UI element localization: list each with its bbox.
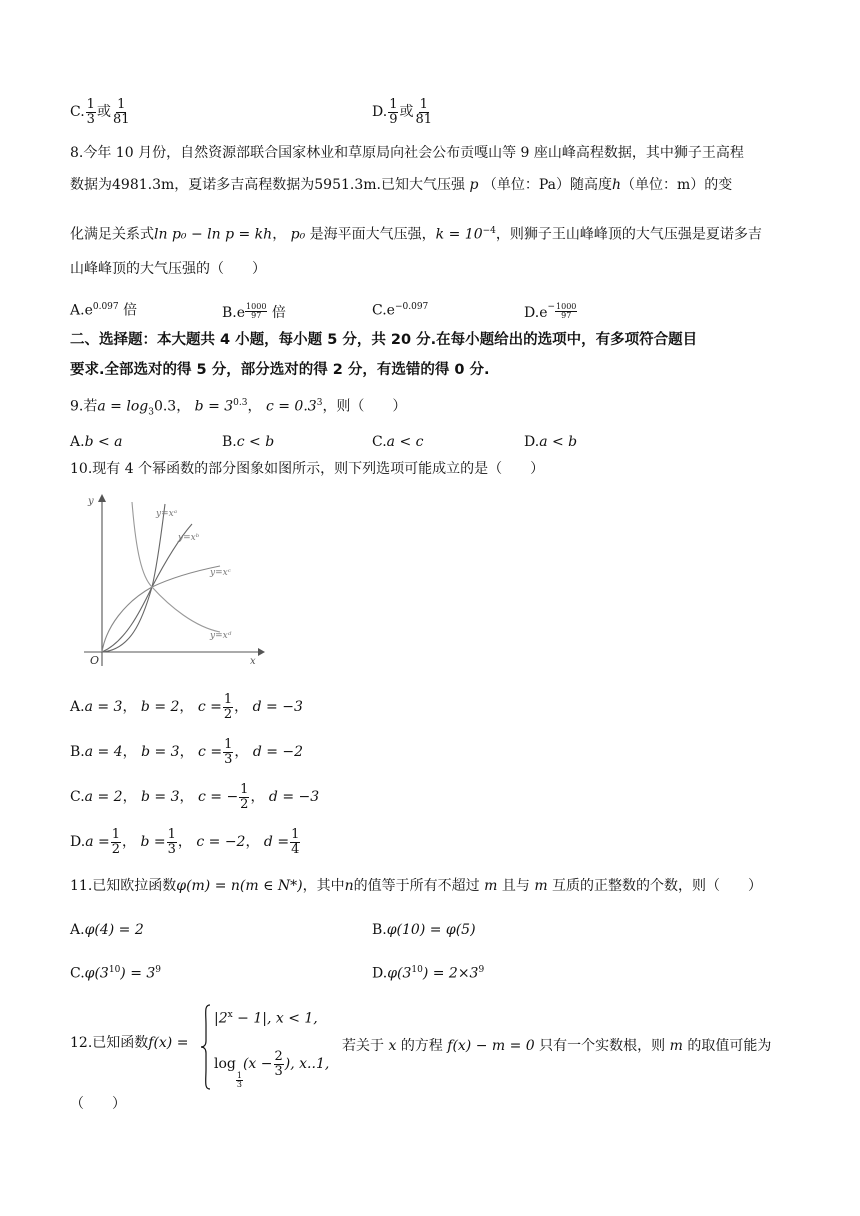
q9-stem: 9.若$a = \log_30.3$， $b = 3^{0.3}$， $c = 0.3^3$，则（ ） [70, 398, 407, 418]
label-curve-c: y=xᶜ [210, 568, 231, 578]
q12-piecewise-brace [200, 1003, 212, 1091]
x-axis-arrow [258, 648, 265, 656]
q8-option-c: $C.e^{-0.097}$ [372, 302, 429, 319]
q10-option-a: A.a = 3， b = 2， c = $\frac{1}{2}$ ， d = −3 [70, 692, 303, 722]
q9-option-a: A.b < a [70, 434, 123, 450]
x-axis-label: x [250, 656, 256, 667]
q8-option-b: B.e $\frac{1000}{97}$ 倍 [222, 302, 286, 321]
q8-stem-line2: 数据为4981.3m，夏诺多吉高程数据为5951.3m.已知大气压强 p （单位：Pa）随高度h（单位：m）的变 [70, 177, 733, 193]
q7-option-d: D. $\frac{1}{9}$ 或 $\frac{1}{81}$ [372, 97, 433, 127]
q10-stem: 10.现有 4 个幂函数的部分图象如图所示，则下列选项可能成立的是（ ） [70, 461, 545, 477]
q9-option-d: D.a < b [524, 434, 578, 450]
q9-option-b: B.c < b [222, 434, 275, 450]
origin-label: O [90, 654, 100, 667]
q9-option-c: C.a < c [372, 434, 424, 450]
curve-d [132, 502, 220, 632]
q10-option-c: C.a = 2， b = 3， c = − $\frac{1}{2}$ ， d = −3 [70, 782, 320, 812]
q8-option-a: $A.e^{0.097}$ 倍 [70, 302, 138, 319]
q8-stem-line4: 山峰峰顶的大气压强的（ ） [70, 261, 266, 277]
q12-answer-paren: （ ） [70, 1096, 126, 1112]
section2-header-line2: 要求.全部选对的得 5 分，部分选对的得 2 分，有选错的得 0 分. [70, 362, 490, 378]
curve-b [102, 524, 192, 652]
q8-stem-line3: 化满足关系式ln p₀ − ln p = kh， p₀ 是海平面大气压强，$k = 10^{-4}$，则狮子王山峰峰顶的大气压强是夏诺多吉 [70, 226, 762, 243]
q12-stem-suffix: 若关于 x 的方程 f(x) − m = 0 只有一个实数根，则 m 的取值可能为 [342, 1038, 772, 1054]
label-curve-b: y=xᵇ [178, 533, 200, 543]
q11-option-b: B.φ(10) = φ(5) [372, 922, 476, 938]
q10-option-d: D.a = $\frac{1}{2}$ ， b = $\frac{1}{3}$ ， c = −2， d = $\frac{1}{4}$ [70, 827, 300, 857]
label-curve-a: y=xᵃ [156, 509, 178, 519]
q10-option-b: B.a = 4， b = 3， c = $\frac{1}{3}$ ， d = −2 [70, 737, 304, 767]
q7-option-c: C. $\frac{1}{3}$ 或 $\frac{1}{81}$ [70, 97, 130, 127]
q8-stem-line1: 8.今年 10 月份，自然资源部联合国家林业和草原局向社会公布贡嘎山等 9 座山峰高程数据，其中狮子王高程 [70, 145, 744, 161]
q11-option-a: A.φ(4) = 2 [70, 922, 144, 938]
label-curve-d: y=xᵈ [210, 631, 232, 641]
q11-option-c: $C.\varphi(3^{10}) = 3^9$ [70, 965, 162, 982]
y-axis-label: y [88, 496, 94, 507]
q10-power-function-graph [70, 492, 265, 676]
q11-option-d: $D.\varphi(3^{10}) = 2\times 3^9$ [372, 965, 485, 982]
curve-a [102, 504, 165, 652]
q11-stem: 11.已知欧拉函数φ(m) = n(m ∈ N*)，其中n的值等于所有不超过 m 且与 m 互质的正整数的个数，则（ ） [70, 878, 763, 894]
q12-case2: log $\frac{1}{3}$ (x − $\frac{2}{3}$ ), x..1, [214, 1049, 330, 1090]
q12-stem-prefix: 12.已知函数f(x) = [70, 1035, 189, 1051]
section2-header-line1: 二、选择题：本大题共 4 小题，每小题 5 分，共 20 分.在每小题给出的选项中，有多项符合题目 [70, 332, 698, 348]
y-axis-arrow [98, 494, 106, 502]
q12-case1: $|2^x - 1|$, x < 1, [214, 1010, 318, 1027]
q8-option-d: D.e− $\frac{1000}{97}$ [524, 302, 577, 321]
